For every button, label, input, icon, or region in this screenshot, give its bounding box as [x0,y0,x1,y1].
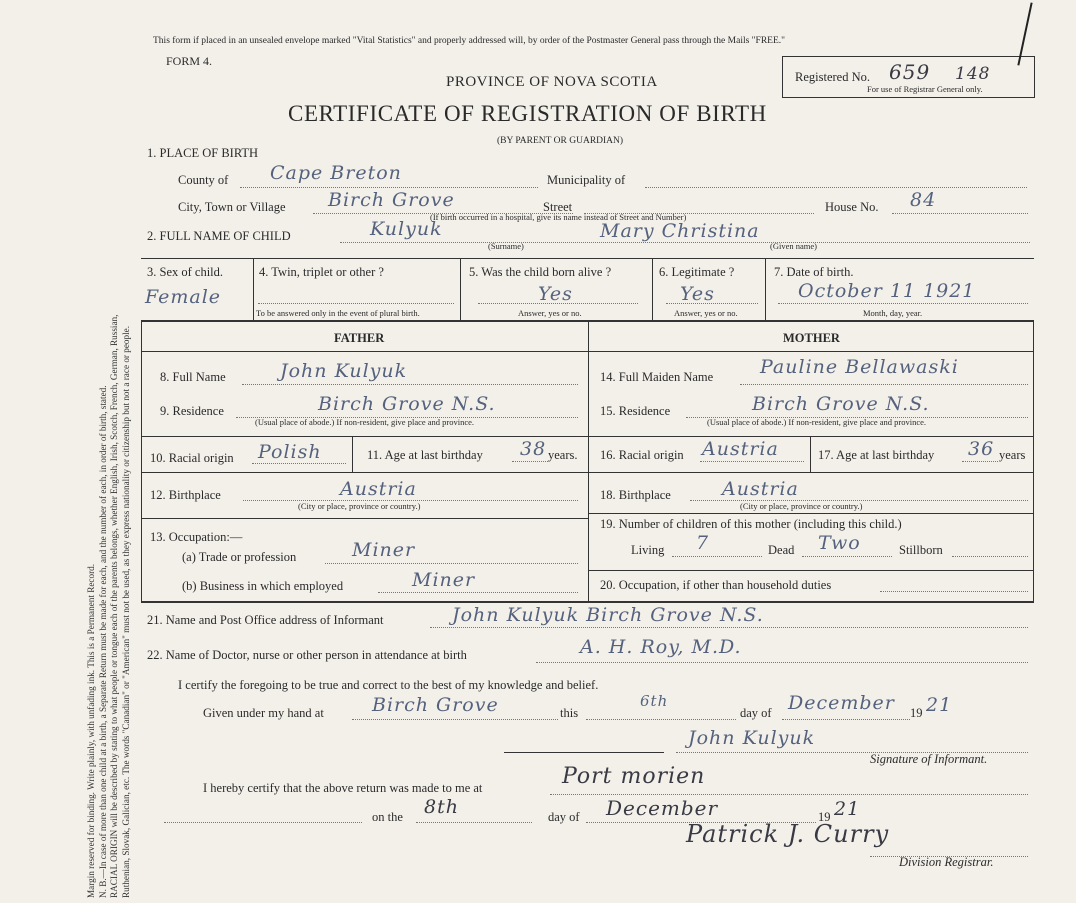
day-of-label-2: day of [548,810,580,824]
registration-year-prefix: 19 [818,810,831,824]
dead-value: Two [818,532,861,554]
informant-signature: John Kulyuk [688,727,816,749]
margin-note: Margin reserved for binding. Write plainly, with unfading ink. This is a Permanent Record. [86,563,96,898]
registrar-signature: Patrick J. Curry [686,820,890,848]
father-racial-value: Polish [258,441,322,463]
registration-box [782,56,1035,98]
father-birthplace-value: Austria [340,478,417,500]
given-year-value: 21 [926,694,953,716]
father-age-label: 11. Age at last birthday [367,448,483,462]
legitimate-value: Yes [680,283,715,305]
father-name-label: 8. Full Name [160,370,226,384]
surname-value: Kulyuk [370,218,443,240]
municipality-label: Municipality of [547,173,626,187]
registration-month-value: December [606,796,719,820]
father-trade-label: (a) Trade or profession [182,550,297,564]
father-residence-label: 9. Residence [160,404,224,418]
mother-racial-value: Austria [702,438,779,460]
mother-residence-value: Birch Grove N.S. [752,393,930,415]
mother-birthplace-value: Austria [722,478,799,500]
alive-note: Answer, yes or no. [518,308,582,318]
registered-note: For use of Registrar General only. [867,84,983,94]
dob-label: 7. Date of birth. [774,265,854,279]
city-value: Birch Grove [328,189,455,211]
father-age-years: years. [548,448,578,462]
legitimate-label: 6. Legitimate ? [659,265,735,279]
alive-label: 5. Was the child born alive ? [469,265,612,279]
mother-children-label: 19. Number of children of this mother (including this child.) [600,517,902,531]
father-business-value: Miner [412,569,476,591]
division-registrar-label: Division Registrar. [899,855,994,869]
place-of-birth-label: 1. PLACE OF BIRTH [147,146,259,160]
mother-name-label: 14. Full Maiden Name [600,370,714,384]
mother-heading: MOTHER [783,331,840,345]
alive-value: Yes [538,283,573,305]
mother-residence-note: (Usual place of abode.) If non-resident, give place and province. [707,417,927,427]
full-name-label: 2. FULL NAME OF CHILD [147,229,291,243]
certify-statement: I certify the foregoing to be true and correct to the best of my knowledge and belief. [178,678,599,692]
informant-label: 21. Name and Post Office address of Informant [147,613,384,627]
signature-informant-label: Signature of Informant. [870,752,988,766]
father-residence-note: (Usual place of abode.) If non-resident, give place and province. [255,417,475,427]
informant-value: John Kulyuk Birch Grove N.S. [452,604,764,626]
house-value: 84 [910,189,937,211]
registration-year-value: 21 [834,798,861,820]
registered-number: 659 [889,60,931,84]
form-number: FORM 4. [166,54,213,68]
day-of-label: day of [740,706,772,720]
county-value: Cape Breton [270,162,402,184]
dob-note: Month, day, year. [863,308,923,318]
registration-place-value: Port morien [562,764,706,789]
doctor-label: 22. Name of Doctor, nurse or other person in attendance at birth [147,648,467,662]
given-day-value: 6th [640,692,669,710]
mother-birthplace-label: 18. Birthplace [600,488,671,502]
mother-age-label: 17. Age at last birthday [818,448,935,462]
father-birthplace-note: (City or place, province or country.) [298,501,421,511]
father-racial-label: 10. Racial origin [150,451,234,465]
city-label: City, Town or Village [178,200,286,214]
given-name-value: Mary Christina [600,220,760,242]
given-name-note: (Given name) [770,241,817,251]
father-trade-value: Miner [352,539,416,561]
father-birthplace-label: 12. Birthplace [150,488,221,502]
mother-birthplace-note: (City or place, province or country.) [740,501,863,511]
page-title: CERTIFICATE OF REGISTRATION OF BIRTH [288,101,767,126]
margin-note: Ruthenian, Slovak, Galician, etc. The words "Canadian" or "American" must not be used, as they express nationality or citizenship but not a race or people. [120,325,131,898]
given-place-value: Birch Grove [372,694,499,716]
registration-day-value: 8th [424,796,459,818]
stillborn-label: Stillborn [899,543,943,557]
county-label: County of [178,173,229,187]
margin-notes [86,18,132,898]
page-subtitle: (BY PARENT OR GUARDIAN) [497,136,624,146]
living-value: 7 [696,532,710,554]
dead-label: Dead [768,543,795,557]
sex-value: Female [145,286,222,308]
mother-age-value: 36 [968,438,995,460]
on-the-label: on the [372,810,403,824]
mail-notice: This form if placed in an unsealed envelope marked "Vital Statistics" and properly addressed will, by order of the Postmaster General pass through the Mails "FREE." [153,36,786,46]
father-business-label: (b) Business in which employed [182,579,344,593]
given-month-value: December [788,692,895,714]
mother-residence-label: 15. Residence [600,404,671,418]
sex-label: 3. Sex of child. [147,265,224,279]
father-residence-value: Birch Grove N.S. [318,393,496,415]
father-occupation-label: 13. Occupation:— [150,530,243,544]
dob-value: October 11 1921 [798,280,976,302]
province-heading: PROVINCE OF NOVA SCOTIA [446,74,658,90]
mother-racial-label: 16. Racial origin [600,448,684,462]
mother-name-value: Pauline Bellawaski [760,356,959,378]
margin-note: N. B.—In case of more than one child at a birth, a Separate Return must be made for each, and the number of each, in order of birth, stated. [97,385,108,898]
given-year-prefix: 19 [910,706,923,720]
registered-suffix: 148 [955,64,991,84]
father-heading: FATHER [334,331,385,345]
twin-note: To be answered only in the event of plural birth. [256,308,420,318]
father-age-value: 38 [520,438,547,460]
legitimate-note: Answer, yes or no. [674,308,738,318]
given-hand-label: Given under my hand at [203,706,324,720]
margin-note: RACIAL ORIGIN will be described by stating to what people or tongue each of the parents belongs, whether English, Irish, Scotch, French, German, Russian, [109,314,120,898]
hereby-statement: I hereby certify that the above return was made to me at [203,781,483,795]
twin-label: 4. Twin, triplet or other ? [259,265,384,279]
street-label: Street [543,200,573,214]
doctor-value: A. H. Roy, M.D. [580,636,742,658]
mother-occupation-label: 20. Occupation, if other than household duties [600,578,832,592]
this-label: this [560,706,579,720]
living-label: Living [631,543,665,557]
surname-note: (Surname) [488,241,524,251]
hospital-note: (If birth occurred in a hospital, give its name instead of Street and Number) [430,212,687,222]
registered-label: Registered No. [795,70,870,84]
house-label: House No. [825,200,879,214]
mother-age-years: years [999,448,1026,462]
father-name-value: John Kulyuk [280,360,408,382]
